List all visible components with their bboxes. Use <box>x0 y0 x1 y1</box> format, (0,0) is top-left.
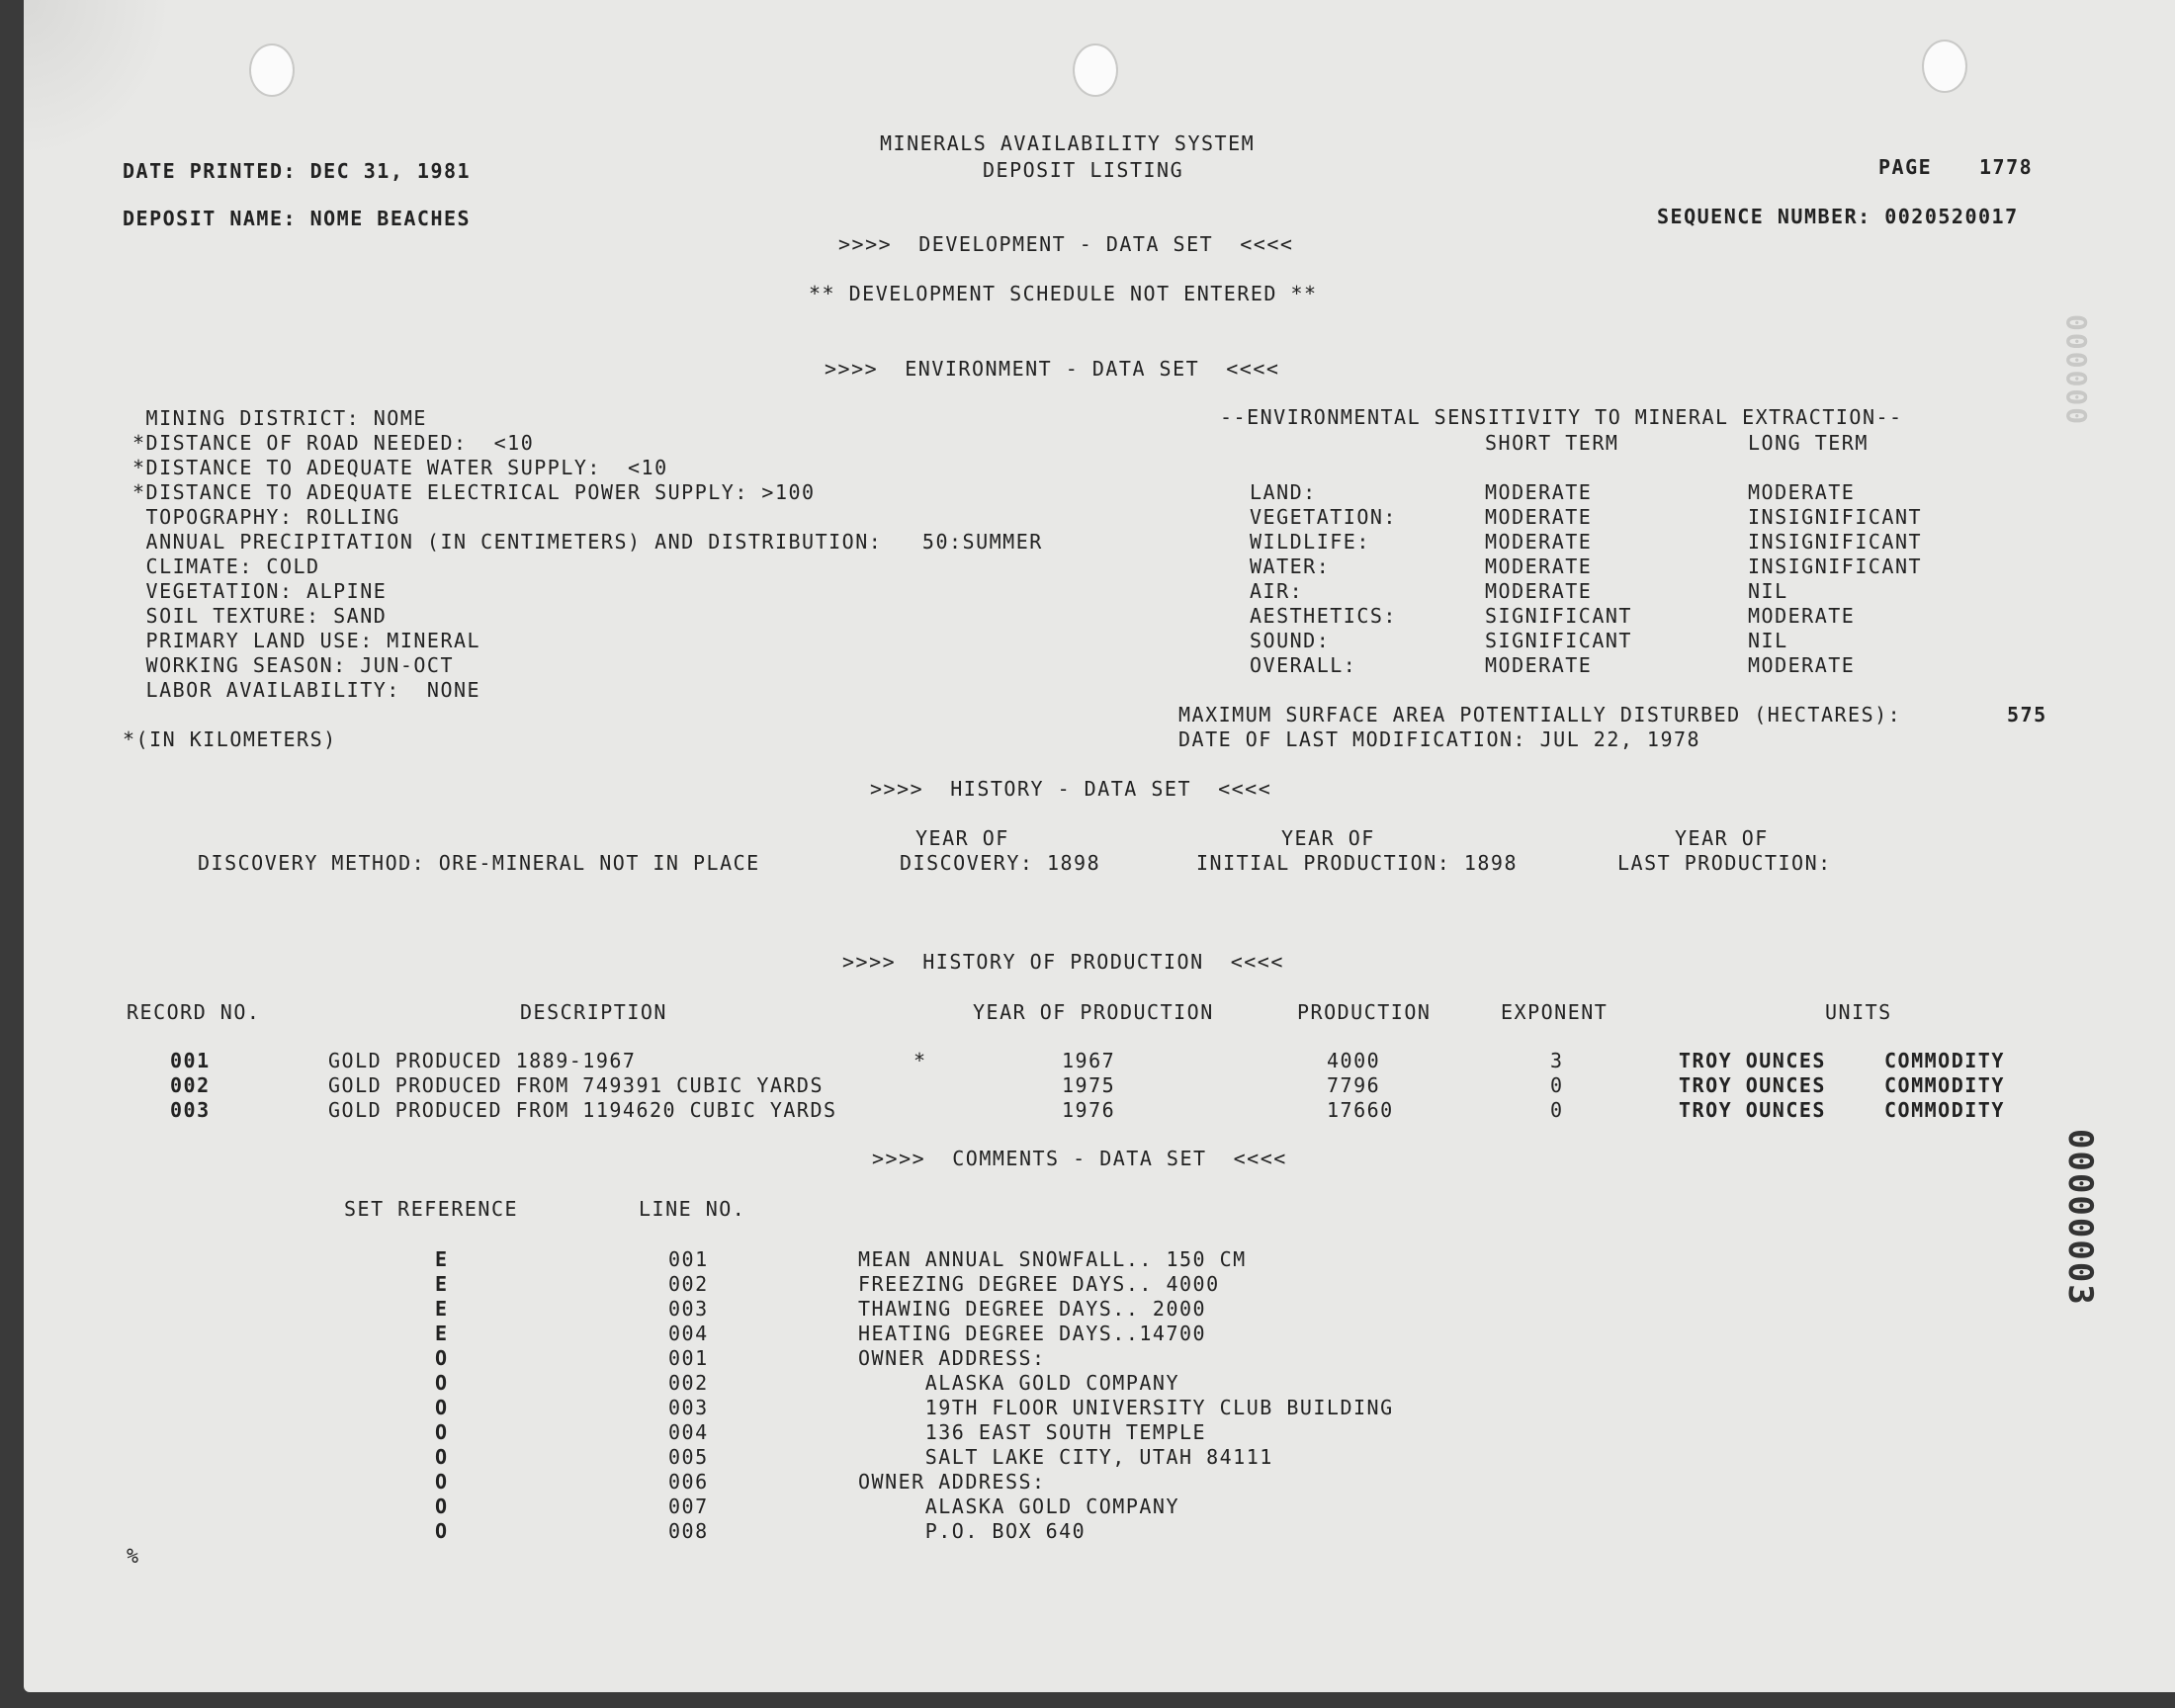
history-heading: >>>> HISTORY - DATA SET <<<< <box>870 777 1272 801</box>
comment-line-no: 003 <box>668 1297 709 1321</box>
production-type: COMMODITY <box>1884 1098 2005 1122</box>
punch-hole-right <box>1922 40 1967 93</box>
environment-field: ANNUAL PRECIPITATION (IN CENTIMETERS) AND DISTRIBUTION: 50:SUMMER <box>132 530 1043 554</box>
sequence-number: SEQUENCE NUMBER: 0020520017 <box>1657 205 2019 228</box>
environment-heading: >>>> ENVIRONMENT - DATA SET <<<< <box>825 357 1280 381</box>
comment-set-reference: O <box>435 1420 449 1444</box>
production-record-no: 002 <box>170 1073 211 1097</box>
punch-hole-left <box>249 43 295 97</box>
comment-set-reference: E <box>435 1247 449 1271</box>
comment-text: ALASKA GOLD COMPANY <box>858 1494 1179 1518</box>
comment-set-reference: O <box>435 1494 449 1518</box>
sensitivity-long-term: INSIGNIFICANT <box>1748 530 1923 554</box>
comment-line-no: 002 <box>668 1371 709 1395</box>
sensitivity-short-term: MODERATE <box>1485 579 1593 603</box>
sensitivity-long-term: MODERATE <box>1748 653 1856 677</box>
sensitivity-long-term: NIL <box>1748 579 1788 603</box>
sensitivity-short-term: MODERATE <box>1485 505 1593 529</box>
environment-field: TOPOGRAPHY: ROLLING <box>132 505 400 529</box>
sensitivity-short-term: MODERATE <box>1485 480 1593 504</box>
production-unit: TROY OUNCES <box>1679 1049 1826 1072</box>
production-exponent: 3 <box>1550 1049 1564 1072</box>
sensitivity-label: VEGETATION: <box>1250 505 1397 529</box>
sensitivity-short-term: SIGNIFICANT <box>1485 629 1632 652</box>
sensitivity-long-term: MODERATE <box>1748 604 1856 628</box>
comment-text: 19TH FLOOR UNIVERSITY CLUB BUILDING <box>858 1396 1394 1419</box>
comment-text: ALASKA GOLD COMPANY <box>858 1371 1179 1395</box>
comment-text: THAWING DEGREE DAYS.. 2000 <box>858 1297 1207 1321</box>
sensitivity-label: WILDLIFE: <box>1250 530 1370 554</box>
production-type: COMMODITY <box>1884 1049 2005 1072</box>
comments-heading: >>>> COMMENTS - DATA SET <<<< <box>872 1147 1287 1170</box>
production-year: 1967 <box>1062 1049 1116 1072</box>
production-exponent: 0 <box>1550 1073 1564 1097</box>
initial-production: INITIAL PRODUCTION: 1898 <box>1196 851 1518 875</box>
comment-set-reference: O <box>435 1445 449 1469</box>
line-no-header: LINE NO. <box>639 1197 746 1221</box>
sensitivity-label: AIR: <box>1250 579 1304 603</box>
page-label: PAGE <box>1878 155 1933 179</box>
development-heading: >>>> DEVELOPMENT - DATA SET <<<< <box>838 232 1294 256</box>
max-surface-value: 575 <box>2007 703 2047 726</box>
sensitivity-long-term: INSIGNIFICANT <box>1748 505 1923 529</box>
side-stamp: 00000003 <box>2060 1129 2100 1307</box>
comment-set-reference: O <box>435 1396 449 1419</box>
year-of-label-2: YEAR OF <box>1281 826 1375 850</box>
environment-field: PRIMARY LAND USE: MINERAL <box>132 629 481 652</box>
sensitivity-short-term: MODERATE <box>1485 555 1593 578</box>
environment-field: SOIL TEXTURE: SAND <box>132 604 388 628</box>
comment-text: 136 EAST SOUTH TEMPLE <box>858 1420 1207 1444</box>
production-amount: 4000 <box>1327 1049 1381 1072</box>
sensitivity-long-term: NIL <box>1748 629 1788 652</box>
comment-text: HEATING DEGREE DAYS..14700 <box>858 1322 1207 1345</box>
comment-line-no: 008 <box>668 1519 709 1543</box>
environment-field: *DISTANCE OF ROAD NEEDED: <10 <box>132 431 535 455</box>
environment-field: CLIMATE: COLD <box>132 555 320 578</box>
comment-set-reference: O <box>435 1346 449 1370</box>
last-modification: DATE OF LAST MODIFICATION: JUL 22, 1978 <box>1178 727 1701 751</box>
comment-set-reference: O <box>435 1470 449 1494</box>
comment-line-no: 006 <box>668 1470 709 1494</box>
max-surface-label: MAXIMUM SURFACE AREA POTENTIALLY DISTURBED (HECTARES): <box>1178 703 1902 726</box>
environment-field: MINING DISTRICT: NOME <box>132 406 427 430</box>
comment-line-no: 003 <box>668 1396 709 1419</box>
col-description: DESCRIPTION <box>520 1000 667 1024</box>
sensitivity-long-term: MODERATE <box>1748 480 1856 504</box>
production-type: COMMODITY <box>1884 1073 2005 1097</box>
page-number: 1778 <box>1979 155 2034 179</box>
development-note: ** DEVELOPMENT SCHEDULE NOT ENTERED ** <box>809 282 1318 305</box>
environment-field: WORKING SEASON: JUN-OCT <box>132 653 454 677</box>
col-production: PRODUCTION <box>1297 1000 1432 1024</box>
environment-field: VEGETATION: ALPINE <box>132 579 388 603</box>
production-amount: 7796 <box>1327 1073 1381 1097</box>
comment-text: OWNER ADDRESS: <box>858 1470 1046 1494</box>
comment-set-reference: E <box>435 1322 449 1345</box>
comment-line-no: 002 <box>668 1272 709 1296</box>
comment-line-no: 005 <box>668 1445 709 1469</box>
sensitivity-label: LAND: <box>1250 480 1317 504</box>
environment-field: *DISTANCE TO ADEQUATE ELECTRICAL POWER SUPPLY: >100 <box>132 480 816 504</box>
document-page <box>24 0 2175 1692</box>
listing-title: DEPOSIT LISTING <box>983 158 1184 182</box>
production-exponent: 0 <box>1550 1098 1564 1122</box>
year-of-label-3: YEAR OF <box>1675 826 1769 850</box>
comment-set-reference: E <box>435 1297 449 1321</box>
punch-hole-center <box>1073 43 1118 97</box>
production-description: GOLD PRODUCED FROM 1194620 CUBIC YARDS <box>328 1098 837 1122</box>
production-description: GOLD PRODUCED FROM 749391 CUBIC YARDS <box>328 1073 825 1097</box>
sensitivity-short-term: MODERATE <box>1485 530 1593 554</box>
comment-text: FREEZING DEGREE DAYS.. 4000 <box>858 1272 1220 1296</box>
comment-set-reference: E <box>435 1272 449 1296</box>
comment-set-reference: O <box>435 1519 449 1543</box>
sensitivity-label: AESTHETICS: <box>1250 604 1397 628</box>
deposit-name: DEPOSIT NAME: NOME BEACHES <box>123 207 472 230</box>
footer-mark: % <box>127 1544 140 1568</box>
comment-text: SALT LAKE CITY, UTAH 84111 <box>858 1445 1273 1469</box>
production-unit: TROY OUNCES <box>1679 1073 1826 1097</box>
environment-footnote: *(IN KILOMETERS) <box>123 727 337 751</box>
date-printed: DATE PRINTED: DEC 31, 1981 <box>123 159 472 183</box>
production-amount: 17660 <box>1327 1098 1394 1122</box>
long-term-header: LONG TERM <box>1748 431 1869 455</box>
year-of-label-1: YEAR OF <box>915 826 1009 850</box>
production-description: GOLD PRODUCED 1889-1967 <box>328 1049 637 1072</box>
col-units: UNITS <box>1825 1000 1892 1024</box>
last-production: LAST PRODUCTION: <box>1617 851 1832 875</box>
col-exponent: EXPONENT <box>1501 1000 1609 1024</box>
comment-set-reference: O <box>435 1371 449 1395</box>
sensitivity-short-term: SIGNIFICANT <box>1485 604 1632 628</box>
production-record-no: 003 <box>170 1098 211 1122</box>
col-record: RECORD NO. <box>127 1000 261 1024</box>
environment-field: LABOR AVAILABILITY: NONE <box>132 678 481 702</box>
comment-text: P.O. BOX 640 <box>858 1519 1087 1543</box>
comment-text: OWNER ADDRESS: <box>858 1346 1046 1370</box>
production-year: 1975 <box>1062 1073 1116 1097</box>
production-unit: TROY OUNCES <box>1679 1098 1826 1122</box>
sensitivity-label: WATER: <box>1250 555 1331 578</box>
col-year: YEAR OF PRODUCTION <box>973 1000 1214 1024</box>
comment-line-no: 004 <box>668 1420 709 1444</box>
comment-line-no: 007 <box>668 1494 709 1518</box>
production-year: 1976 <box>1062 1098 1116 1122</box>
comment-line-no: 001 <box>668 1346 709 1370</box>
production-flag: * <box>914 1049 927 1072</box>
sensitivity-long-term: INSIGNIFICANT <box>1748 555 1923 578</box>
set-reference-header: SET REFERENCE <box>344 1197 519 1221</box>
environment-field: *DISTANCE TO ADEQUATE WATER SUPPLY: <10 <box>132 456 668 479</box>
sensitivity-label: SOUND: <box>1250 629 1331 652</box>
short-term-header: SHORT TERM <box>1485 431 1619 455</box>
discovery-year: DISCOVERY: 1898 <box>900 851 1101 875</box>
discovery-method: DISCOVERY METHOD: ORE-MINERAL NOT IN PLACE <box>198 851 760 875</box>
system-title: MINERALS AVAILABILITY SYSTEM <box>880 131 1256 155</box>
comment-line-no: 004 <box>668 1322 709 1345</box>
sensitivity-title: --ENVIRONMENTAL SENSITIVITY TO MINERAL EXTRACTION-- <box>1220 405 1903 429</box>
sensitivity-short-term: MODERATE <box>1485 653 1593 677</box>
production-heading: >>>> HISTORY OF PRODUCTION <<<< <box>842 950 1284 974</box>
sensitivity-label: OVERALL: <box>1250 653 1357 677</box>
comment-text: MEAN ANNUAL SNOWFALL.. 150 CM <box>858 1247 1247 1271</box>
comment-line-no: 001 <box>668 1247 709 1271</box>
side-stamp-faint: 000000 <box>2060 314 2093 427</box>
production-record-no: 001 <box>170 1049 211 1072</box>
